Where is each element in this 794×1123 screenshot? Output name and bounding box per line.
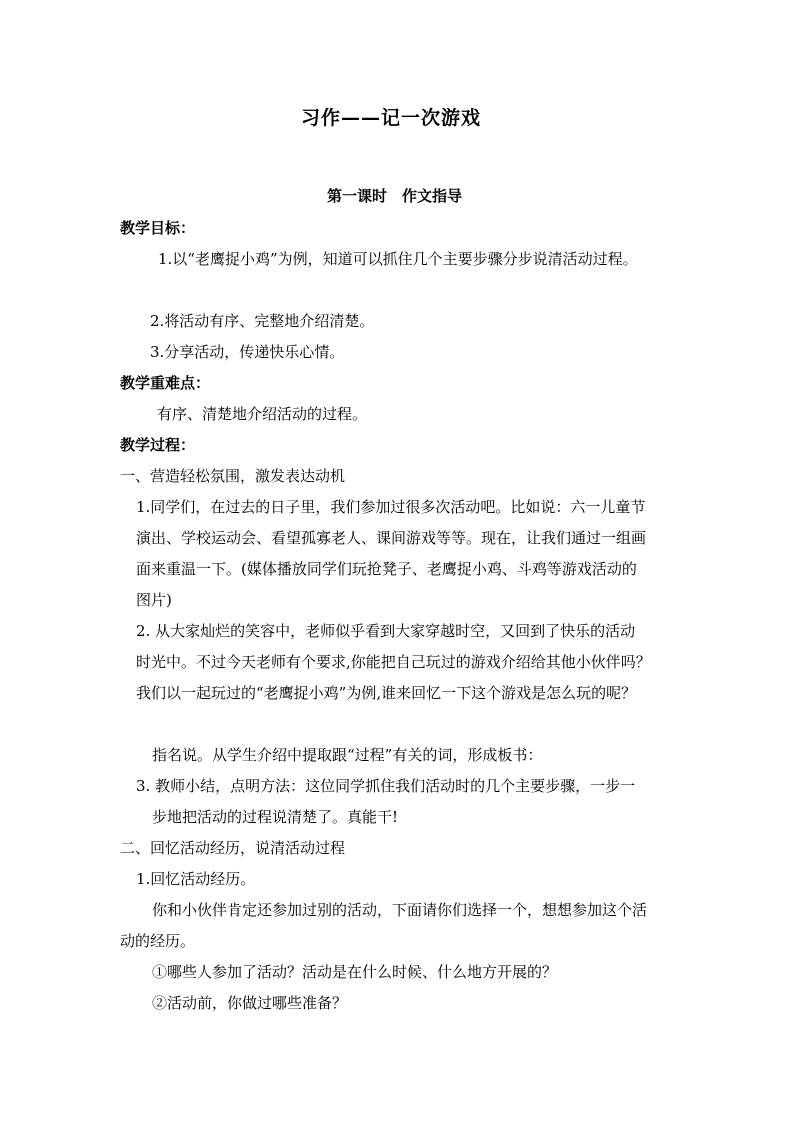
paragraph-line: 动的经历。 <box>120 932 196 950</box>
section-title: 一、营造轻松氛围，激发表达动机 <box>120 467 346 485</box>
key-points-heading: 教学重难点： <box>120 374 211 392</box>
objective-item: 2.将活动有序、完整地介绍清楚。 <box>150 312 375 330</box>
paragraph-line: 图片) <box>136 591 172 609</box>
lesson-subtitle: 第一课时 作文指导 <box>327 187 463 205</box>
paragraph-line: 你和小伙伴肯定还参加过别的活动，下面请你们选择一个，想想参加这个活 <box>152 901 648 919</box>
paragraph-line: 2. 从大家灿烂的笑容中，老师似乎看到大家穿越时空，又回到了快乐的活动 <box>136 622 636 640</box>
paragraph-line: 1.回忆活动经历。 <box>136 870 256 888</box>
process-heading: 教学过程： <box>120 436 196 454</box>
question-item: ①哪些人参加了活动？活动是在什么时候、什么地方开展的？ <box>152 963 558 981</box>
paragraph-line: 时光中。不过今天老师有个要求,你能把自己玩过的游戏介绍给其他小伙伴吗？ <box>136 653 651 671</box>
paragraph-line: 3. 教师小结，点明方法：这位同学抓住我们活动时的几个主要步骤，一步一 <box>136 777 636 795</box>
paragraph-line: 面来重温一下。(媒体播放同学们玩抢凳子、老鹰捉小鸡、斗鸡等游戏活动的 <box>136 560 637 578</box>
section-title: 二、回忆活动经历，说清活动过程 <box>120 839 346 857</box>
question-item: ②活动前，你做过哪些准备？ <box>152 994 348 1012</box>
paragraph-line: 指名说。从学生介绍中提取跟“过程”有关的词，形成板书： <box>152 746 543 764</box>
objectives-heading: 教学目标： <box>120 219 196 237</box>
document-title: 习作——记一次游戏 <box>301 107 482 129</box>
paragraph-line: 步地把活动的过程说清楚了。真能干! <box>152 808 399 826</box>
paragraph-line: 1.同学们，在过去的日子里，我们参加过很多次活动吧。比如说：六一儿童节 <box>136 498 646 516</box>
objective-item: 1.以“老鹰捉小鸡”为例，知道可以抓住几个主要步骤分步说清活动过程。 <box>158 250 638 268</box>
paragraph-line: 演出、学校运动会、看望孤寡老人、课间游戏等等。现在，让我们通过一组画 <box>136 529 647 547</box>
objective-item: 3.分享活动，传递快乐心情。 <box>150 343 345 361</box>
paragraph-line: 我们以一起玩过的“老鹰捉小鸡”为例,谁来回忆一下这个游戏是怎么玩的呢？ <box>136 684 637 702</box>
key-points-text: 有序、清楚地介绍活动的过程。 <box>157 405 368 423</box>
